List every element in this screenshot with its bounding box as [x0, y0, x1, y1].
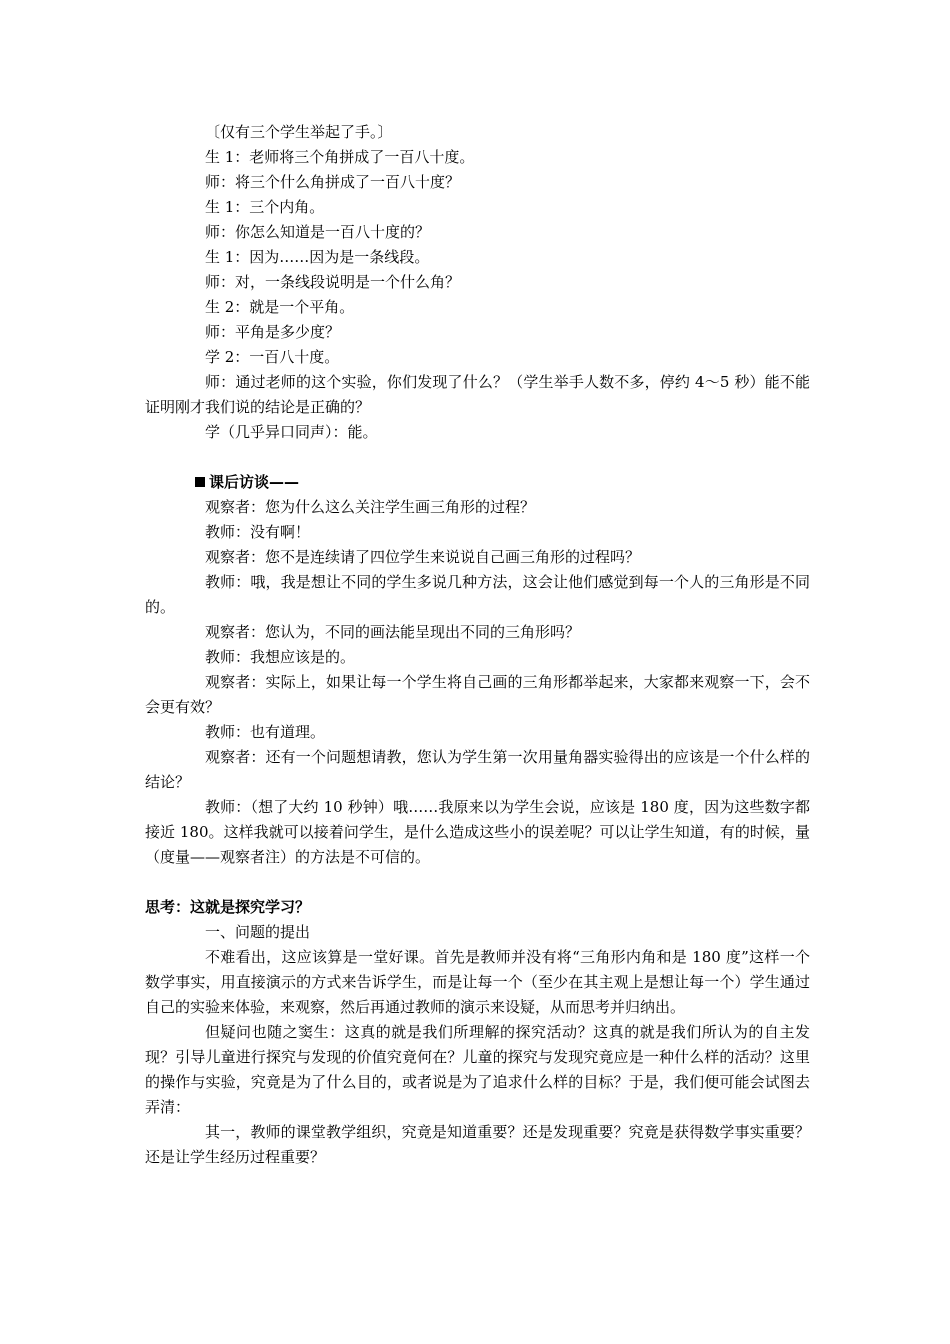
document-body — [145, 120, 810, 1170]
dialogue-line: 生 1：因为……因为是一条线段。 — [205, 248, 430, 266]
interview-heading — [145, 470, 810, 495]
interview-answer: 教师：也有道理。 — [205, 723, 326, 741]
spacer — [145, 870, 810, 895]
interview-question: 观察者：实际上，如果让每一个学生将自己画的三角形都举起来，大家都来观察一下，会不会更有效？ — [145, 673, 810, 716]
dialogue-line: 师：你怎么知道是一百八十度的？ — [205, 223, 431, 241]
reflection-paragraph: 其一，教师的课堂教学组织，究竟是知道重要？还是发现重要？究竟是获得数学事实重要？还是让学生经历过程重要？ — [145, 1123, 810, 1166]
reflection-paragraph: 不难看出，这应该算是一堂好课。首先是教师并没有将“三角形内角和是 180 度”这样一个数学事实，用直接演示的方式来告诉学生，而是让每一个（至少在其主观上是想让每一个）学生通过自己的实验来体验，来观察，然后再通过教师的演示来设疑，从而思考并归纳出。 — [145, 948, 810, 1016]
reflection-subheading: 一、问题的提出 — [205, 923, 311, 941]
dialogue-line: 生 1：三个内角。 — [205, 198, 325, 216]
square-bullet-icon — [195, 477, 205, 487]
interview-answer: 教师：没有啊！ — [205, 523, 311, 541]
interview-question: 观察者：还有一个问题想请教，您认为学生第一次用量角器实验得出的应该是一个什么样的结论？ — [145, 748, 810, 791]
dialogue-line: 学（几乎异口同声）：能。 — [205, 423, 378, 441]
dialogue-line: 〔仅有三个学生举起了手。〕 — [205, 123, 393, 141]
interview-question: 观察者：您不是连续请了四位学生来说说自己画三角形的过程吗？ — [205, 548, 641, 566]
dialogue-line: 生 1：老师将三个角拼成了一百八十度。 — [205, 148, 475, 166]
dialogue-paragraph: 师：通过老师的这个实验，你们发现了什么？（学生举手人数不多，停约 4～5 秒）能不能证明刚才我们说的结论是正确的？ — [145, 373, 810, 416]
dialogue-line: 师：将三个什么角拼成了一百八十度？ — [205, 173, 461, 191]
reflection-paragraph: 但疑问也随之窦生：这真的就是我们所理解的探究活动？这真的就是我们所认为的自主发现？引导儿童进行探究与发现的价值究竟何在？儿童的探究与发现究竟应是一种什么样的活动？这里的操作与实验，究竟是为了什么目的，或者说是为了追求什么样的目标？于是，我们便可能会试图去弄清： — [145, 1023, 810, 1116]
dialogue-line: 生 2：就是一个平角。 — [205, 298, 355, 316]
interview-question: 观察者：您为什么这么关注学生画三角形的过程？ — [205, 498, 536, 516]
interview-answer: 教师：（想了大约 10 秒钟）哦……我原来以为学生会说，应该是 180 度，因为这些数字都接近 180。这样我就可以接着问学生，是什么造成这些小的误差呢？可以让学生知道，有的时候，量（度量——观察者注）的方法是不可信的。 — [145, 798, 810, 866]
dialogue-line: 学 2：一百八十度。 — [205, 348, 340, 366]
dialogue-line: 师：平角是多少度？ — [205, 323, 341, 341]
interview-answer: 教师：哦，我是想让不同的学生多说几种方法，这会让他们感觉到每一个人的三角形是不同的。 — [145, 573, 810, 616]
interview-heading-text: 课后访谈—— — [209, 473, 300, 491]
spacer — [145, 445, 810, 470]
dialogue-line: 师：对，一条线段说明是一个什么角？ — [205, 273, 461, 291]
interview-question: 观察者：您认为，不同的画法能呈现出不同的三角形吗？ — [205, 623, 581, 641]
interview-answer: 教师：我想应该是的。 — [205, 648, 356, 666]
reflection-title: 思考：这就是探究学习？ — [145, 898, 311, 916]
